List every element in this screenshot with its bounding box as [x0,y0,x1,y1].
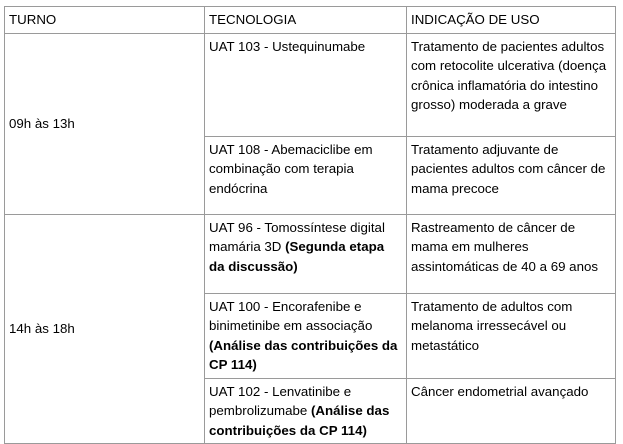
tecnologia-text: UAT 108 - Abemaciclibe em combinação com terapia endócrina [209,141,373,196]
indicacao-cell: Câncer endometrial avançado [407,378,616,444]
tecnologia-text: UAT 102 - Lenvatinibe e pembrolizumabe [209,383,352,418]
tecnologia-cell [205,293,407,378]
indicacao-cell: Tratamento de adultos com melanoma irressecável ou metastático [407,293,616,378]
tecnologia-note: (Segunda etapa da discussão) [209,239,385,274]
indicacao-cell: Tratamento de pacientes adultos com retocolite ulcerativa (doença crônica inflamatória do intestino grosso) moderada a grave [407,33,616,136]
tecnologia-note: (Análise das contribuições da CP 114) [209,337,398,372]
indicacao-cell: Tratamento adjuvante de pacientes adultos com câncer de mama precoce [407,136,616,214]
header-tecnologia: TECNOLOGIA [205,7,407,34]
tecnologia-note: (Análise das contribuições da CP 114) [209,403,390,438]
indicacao-cell: Rastreamento de câncer de mama em mulheres assintomáticas de 40 a 69 anos [407,214,616,293]
turno-cell: 14h às 18h [5,214,205,444]
header-row [5,7,616,34]
turno-cell: 09h às 13h [5,33,205,214]
schedule-table [4,6,616,444]
tecnologia-text: UAT 103 - Ustequinumabe [209,38,366,54]
tecnologia-cell [205,136,407,214]
header-turno: TURNO [5,7,205,34]
tecnologia-text: UAT 96 - Tomossíntese digital mamária 3D [209,219,385,254]
tecnologia-text: UAT 100 - Encorafenibe e binimetinibe em associação [209,298,373,333]
tecnologia-cell [205,214,407,293]
table-row [5,214,616,293]
header-indicacao: INDICAÇÃO DE USO [407,7,616,34]
tecnologia-cell [205,33,407,136]
table-row [5,33,616,136]
tecnologia-cell [205,378,407,444]
